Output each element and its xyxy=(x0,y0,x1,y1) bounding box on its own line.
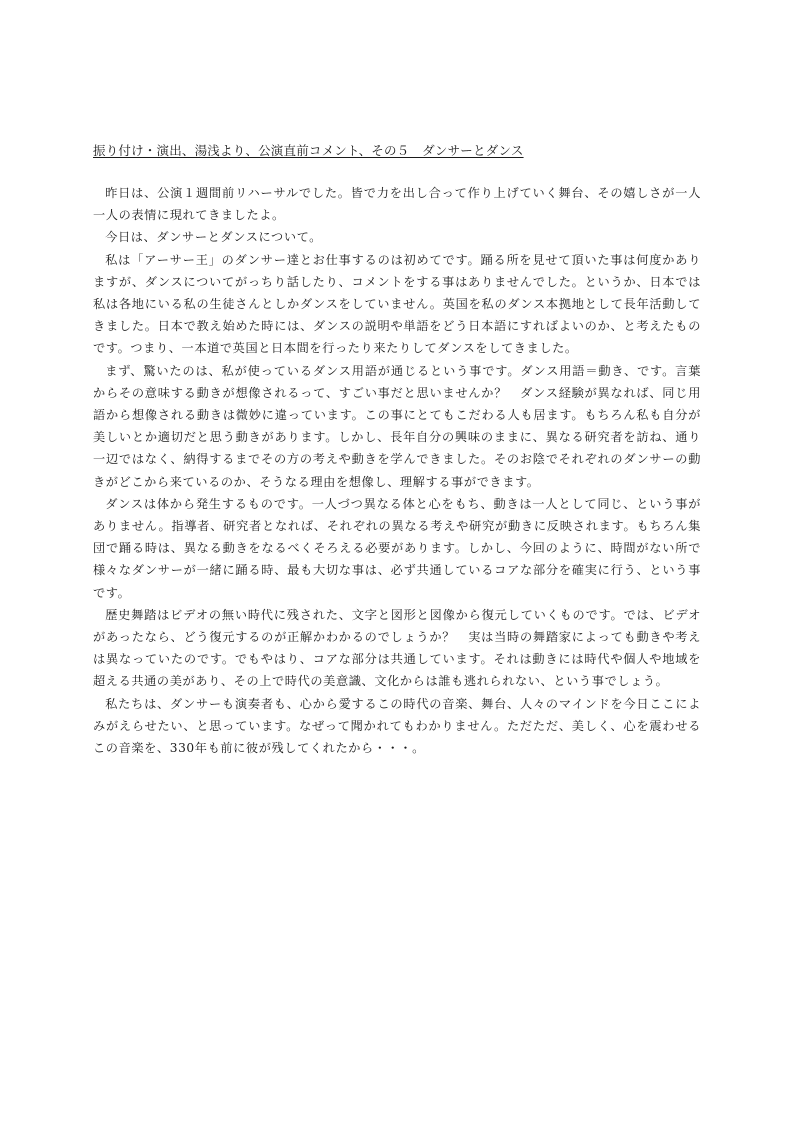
document-title: 振り付け・演出、湯浅より、公演直前コメント、その５ ダンサーとダンス xyxy=(93,143,524,158)
paragraph-background: 私は「アーサー王」のダンサー達とお仕事するのは初めてです。踊る所を見せて頂いた事は何度かありますが、ダンスについてがっちり話したり、コメントをする事はありませんでした。というか、日本では私は各地にいる私の生徒さんとしかダンスをしていません。英国を私のダンス本拠地として長年活動してきました。日本で教え始めた時には、ダンスの説明や単語をどう日本語にすればよいのか、と考えたものです。つまり、一本道で英国と日本間を行ったり来たりしてダンスをしてきました。 xyxy=(93,252,701,356)
paragraph-rehearsal: 昨日は、公演１週間前リハーサルでした。皆で力を出し合って作り上げていく舞台、その嬉しさが一人一人の表情に現れてきましたよ。 xyxy=(93,186,701,223)
paragraph-historical-dance: 歴史舞踏はビデオの無い時代に残された、文字と図形と図像から復元していくものです。では、ビデオがあったなら、どう復元するのが正解かわかるのでしょうか？ 実は当時の舞踏家によっても動きや考えは異なっていたのです。でもやはり、コアな部分は共通しています。それは動きには時代や個人や地域を超える共通の美があり、その上で時代の美意識、文化からは誰も逃れられない、という事でしょう。 xyxy=(93,607,701,689)
paragraph-topic: 今日は、ダンサーとダンスについて。 xyxy=(105,230,322,245)
paragraph-closing: 私たちは、ダンサーも演奏者も、心から愛するこの時代の音楽、舞台、人々のマインドを今日ここによみがえらせたい、と思っています。なぜって聞かれてもわかりません。ただただ、美しく、心を震わせるこの音楽を、330年も前に彼が残してくれたから・・・。 xyxy=(93,696,701,756)
paragraph-dance-terms: まず、驚いたのは、私が使っているダンス用語が通じるという事です。ダンス用語＝動き、です。言葉からその意味する動きが想像されるって、すごい事だと思いませんか？ ダンス経験が異なれば、同じ用語から想像される動きは微妙に違っています。この事にとてもこだわる人も居ます。もちろん私も自分が美しいとか適切だと思う動きがあります。しかし、長年自分の興味のままに、異なる研究者を訪ね、通り一辺ではなく、納得するまでその方の考えや動きを学んできました。そのお陰でそれぞれのダンサーの動きがどこから来ているのか、そうなる理由を想像し、理解する事ができます。 xyxy=(93,363,701,489)
document-body xyxy=(93,142,701,759)
paragraph-body-and-core: ダンスは体から発生するものです。一人づつ異なる体と心をもち、動きは一人として同じ、という事がありません。指導者、研究者となれば、それぞれの異なる考えや研究が動きに反映されます。もちろん集団で踊る時は、異なる動きをなるべくそろえる必要があります。しかし、今回のように、時間がない所で様々なダンサーが一緒に踊る時、最も大切な事は、必ず共通しているコアな部分を確実に行う、という事です。 xyxy=(93,496,701,600)
